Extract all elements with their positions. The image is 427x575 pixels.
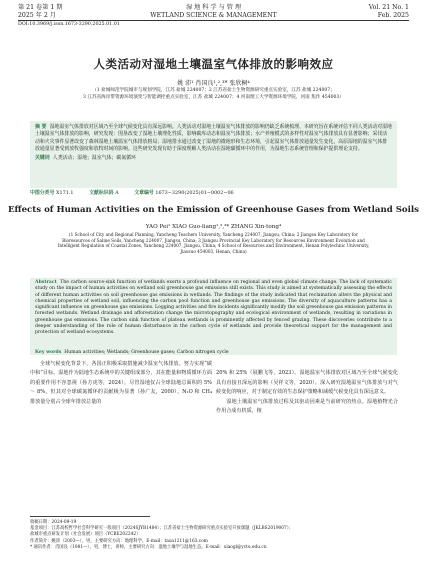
doccode-value: A [115,190,119,196]
abstract-cn [30,121,397,188]
affiliation-line: Intelligent Regulation of Coastal Zones, Yancheng 224007, Jiangsu, China; 4 School of Resources and Environment, Henan Polytechnic University, [57,243,370,249]
abstract-text-cn: 湿地温室气体排放对区域乃至全球气候变化具有深远影响。人类活动对湿地土壤温室气体排放的影响仍缺乏系统梳理。本研究旨在系统评估不同人类活动对湿地土壤温室气体排放的影响，研究发现：围垦改变了湿地土壤理化性质，影响碳库动态和温室气体排放；水产养殖模式的多样性对温室气体排放具有显著影响；采伐活动和火灾事件显著改变了森林湿地土壤温室气体排放格局；湿地排水通过改变了湿地的微地形和生态环境，引起温室气体排放通量发生变化。高原湿地的温室气体排放通量显著受到放牧强度和放牧时间的影响。这些研究发现有助于深度理解人类活动在湿地碳循环中的作用，为湿地生态系统管理和保护提供理论支持。 [35,124,392,153]
keywords-label-cn: 关键词 [35,154,50,161]
volume-info: Vol. 21 No. 1 [368,4,409,11]
header-rule [18,20,409,21]
keywords-label-en: Key words [35,350,62,355]
clc-value: X171.1 [56,190,74,196]
footnotes [30,520,397,551]
body-column-left [30,360,212,407]
affiliation-line: 3 江苏省海岸带资源环境演变与智能调控重点实验室，江苏 盐城 224007；4 河南理工大学资源环境学院，河南 焦作 454003） [83,94,344,100]
fund-projects: 基金项目：江苏高校哲学社会科学研究一般项目（2024SJYB1484）；江苏省盐土生物资源研究重点实验室开放课题（JKLBS2019007）； [30,526,294,532]
affiliations-en [30,232,397,254]
abstract-label-cn: 摘 要 [35,124,47,130]
fund-projects-cont: 盐城市重点研发计划（社会发展）项目（YCBE202242） [30,532,141,538]
body-text-left: 全球气候变化背景下，各国正积极采取措施减少温室气体排放。努力实现“碳中和”目标。湿地作为陆地生态系统中的关键组成部分，其在能量和物质循环方面的重要作用不容忽视（孙方虎等，2024）。尽管湿地仅占全球陆地总面积的 5% ～ 8%，但其对全球碳氮循环的贡献极为显著（孙广友，2000）。N₂O 和 CH₄ 排放量分别占全球年排放总量的 [30,361,212,405]
abstract-en [30,278,397,351]
classification-row [30,189,397,196]
title-cn: 人类活动对湿地土壤温室气体排放的影响效应 [93,57,334,71]
keywords-en: Human activities; Wetlands; Greenhouse gases; Carbon nitrogen cycle [64,350,229,355]
pub-date-en: Feb. 2025 [377,12,409,19]
issue-info: 第 21 卷第 1 期 [18,4,63,11]
affiliation-line: Bioresources of Saline Soils, Yancheng 224007, Jiangsu, China; 3 Jiangsu Provincial Key Laboratory for Resources Environment Evolution and [62,237,365,243]
received-date: 收稿日期：2024-09-19 [30,520,77,525]
clc-label: 中图分类号 [30,190,55,196]
title-en: Effects of Human Activities on the Emission of Greenhouse Gases from Wetland Soils [7,205,420,215]
affiliation-line: （1 盐城师范学院城市与规划学院，江苏 盐城 224007；2 江苏省盐土生物资源研究重点实验室，江苏 盐城 224007； [92,88,335,93]
body-column-right [216,360,398,416]
abstract-text-en: The carbon source-sink function of wetlands exerts a profound influence on regional and even global climate change. The lack of systematic study on the impact of human activities on wetland soil greenhouse gas emissions still exists. This study is aimed at systematically assessing the effects of different human activities on soil greenhouse gas emissions in wetlands. The findings of the study indicated that reclamation alters the physical and chemical properties of wetland soil, influencing the carbon pool function and greenhouse gas emissions. The diversity of aquaculture patterns has a significant influence on greenhouse gas emissions. Logging activities and fire incidents significantly modify the soil greenhouse gas emission patterns in forested wetlands. Wetland drainage and afforestation change the microtopography and ecological environment of wetlands, resulting in variations in greenhouse gas emissions. The carbon sink function of plateau wetlands is prominently affected by fenced grazing. These discoveries contribute to a deeper understanding of the role of human disturbance in the carbon cycle of wetlands and provide theoretical support for the management and protection of wetland ecosystems. [35,280,393,336]
affiliation-line: Jiaozuo 454003, Henan, China) [180,248,247,254]
affiliation-line: (1 School of City and Regional Planning, Yancheng Teachers University, Yancheng 224007, Jiangsu, China; 2 Jiangsu Key Laboratory for [69,232,358,237]
abstract-label-en: Abstract [35,280,57,285]
authors-en: YAO Pei¹ XIAO Guo-liang¹,²,³* ZHANG Xin-tong⁴ [145,224,282,230]
affiliations-cn [30,88,397,101]
keywords-cn: 人类活动；湿地；温室气体；碳氮循环 [52,154,136,161]
authors-cn: 姚 沛¹ 肖国良¹,²,³* 张欣桐⁴ [177,80,250,87]
keywords-row-en [30,350,397,355]
corresponding-author: * 通讯作者：肖国良（1981—），男，博士，讲师，主要研究方向：湿地土壤学与湿地生态。E-mail：xiaogl@yctu.edu.cn [30,544,267,550]
article-value: 1673−3290(2025)01−0002−06 [155,190,234,196]
pub-date-cn: 2025 年 2 月 [18,12,56,19]
body-text-right: 20% 和 25%（展鹏飞等，2023）。湿地温室气体排放对区域乃至全球气候变化具有直接且深远的影响（吴祥文等，2020）。深入研究湿地温室气体排放与对气候变化的响应，对于制定有效的生态保护策略和减缓气候变化具有深远意义。 湿地土壤温室气体排放过程及其驱动因素是当前研究的热点。湿地植物光合作用合成有机质，植 [216,370,398,415]
journal-name-en: WETLAND SCIENCE & MANAGEMENT [150,12,277,19]
journal-name-cn: 湿 地 科 学 与 管 理 [185,4,242,11]
article-label: 文章编号 [134,190,154,196]
footnote-rule [30,516,150,517]
doi-text: DOI:10.3969/j.issn.1673-3290.2025.01.01 [18,22,120,27]
doccode-label: 文献标识码 [89,190,114,196]
author-bio: 作者简介：姚沛（2003—），男，主要研究方向：地理科学。E-mail：taoa1211@163.com [30,538,208,544]
